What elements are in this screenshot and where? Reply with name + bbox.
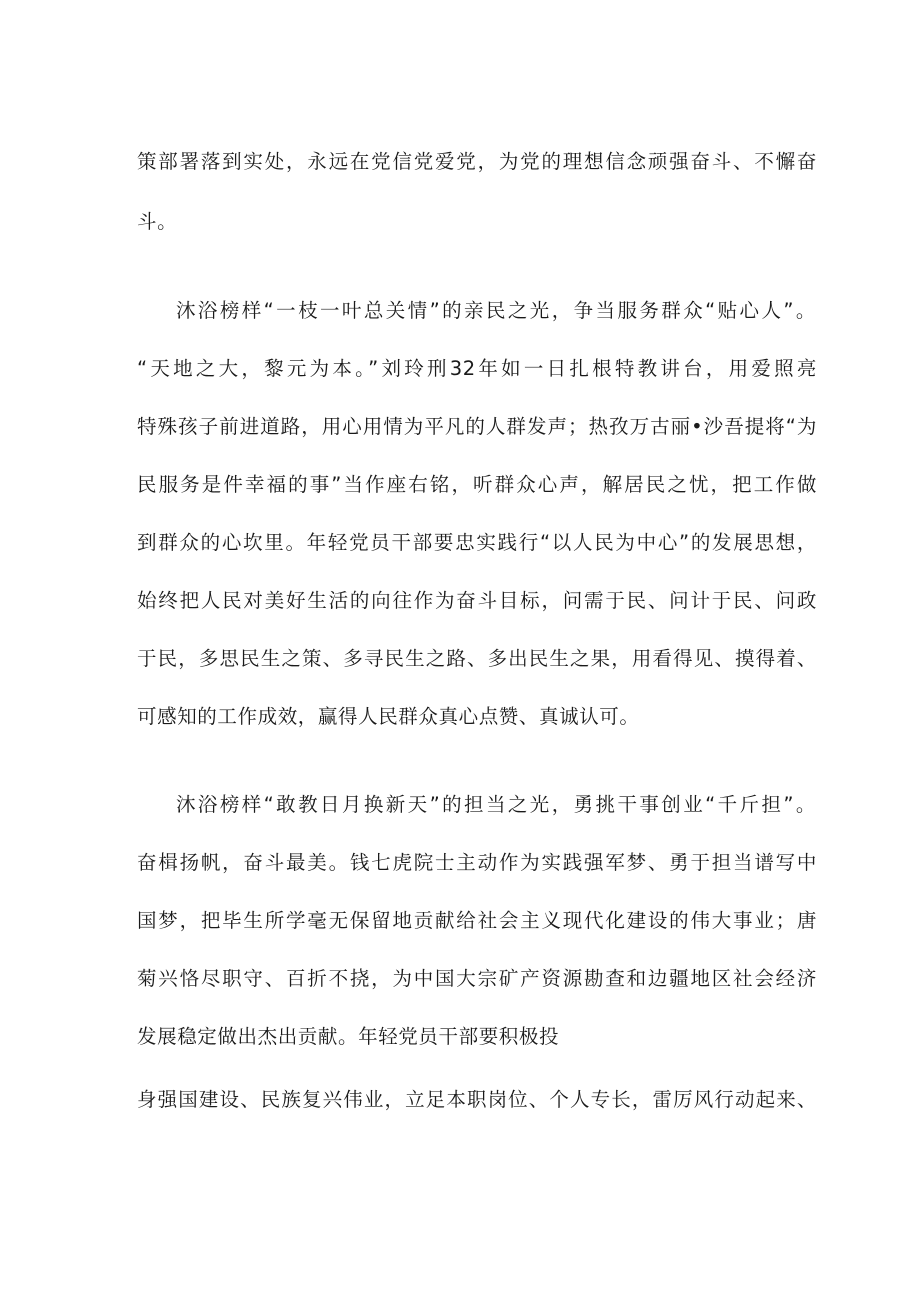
text-line-13: 国梦，把毕生所学毫无保留地贡献给社会主义现代化建设的伟大事业；唐	[137, 909, 817, 932]
text-line-14: 菊兴恪尽职守、百折不挠，为中国大宗矿产资源勘查和边疆地区社会经济	[137, 967, 817, 990]
paragraph-3-first-line: 沐浴榜样“敢教日月换新天”的担当之光，勇挑干事创业“千斤担”。	[176, 793, 816, 816]
text-line-6: 民服务是件幸福的事”当作座右铭，听群众心声，解居民之忧，把工作做	[137, 473, 817, 496]
text-line-2: 斗。	[137, 210, 178, 233]
text-line-8: 始终把人民对美好生活的向往作为奋斗目标，问需于民、问计于民、问政	[137, 589, 817, 612]
text-line-1: 策部署落到实处，永远在党信党爱党，为党的理想信念顽强奋斗、不懈奋	[137, 150, 817, 173]
text-line-9: 于民，多思民生之策、多寻民生之路、多出民生之果，用看得见、摸得着、	[137, 647, 817, 670]
text-line-4: “天地之大，黎元为本。”刘玲刑32年如一日扎根特教讲台，用爱照亮	[137, 357, 817, 380]
paragraph-2-first-line: 沐浴榜样“一枝一叶总关情”的亲民之光，争当服务群众“贴心人”。	[176, 299, 816, 322]
text-line-7: 到群众的心坎里。年轻党员干部要忠实践行“以人民为中心”的发展思想，	[137, 531, 817, 554]
text-line-12: 奋楫扬帆，奋斗最美。钱七虎院士主动作为实践强军梦、勇于担当谱写中	[137, 851, 817, 874]
text-line-5: 特殊孩子前进道路，用心用情为平凡的人群发声；热孜万古丽•沙吾提将“为	[137, 415, 817, 438]
text-line-16: 身强国建设、民族复兴伟业，立足本职岗位、个人专长，雷厉风行动起来、	[137, 1088, 817, 1111]
text-line-10: 可感知的工作成效，赢得人民群众真心点赞、真诚认可。	[137, 705, 640, 728]
text-line-15: 发展稳定做出杰出贡献。年轻党员干部要积极投	[137, 1025, 560, 1048]
